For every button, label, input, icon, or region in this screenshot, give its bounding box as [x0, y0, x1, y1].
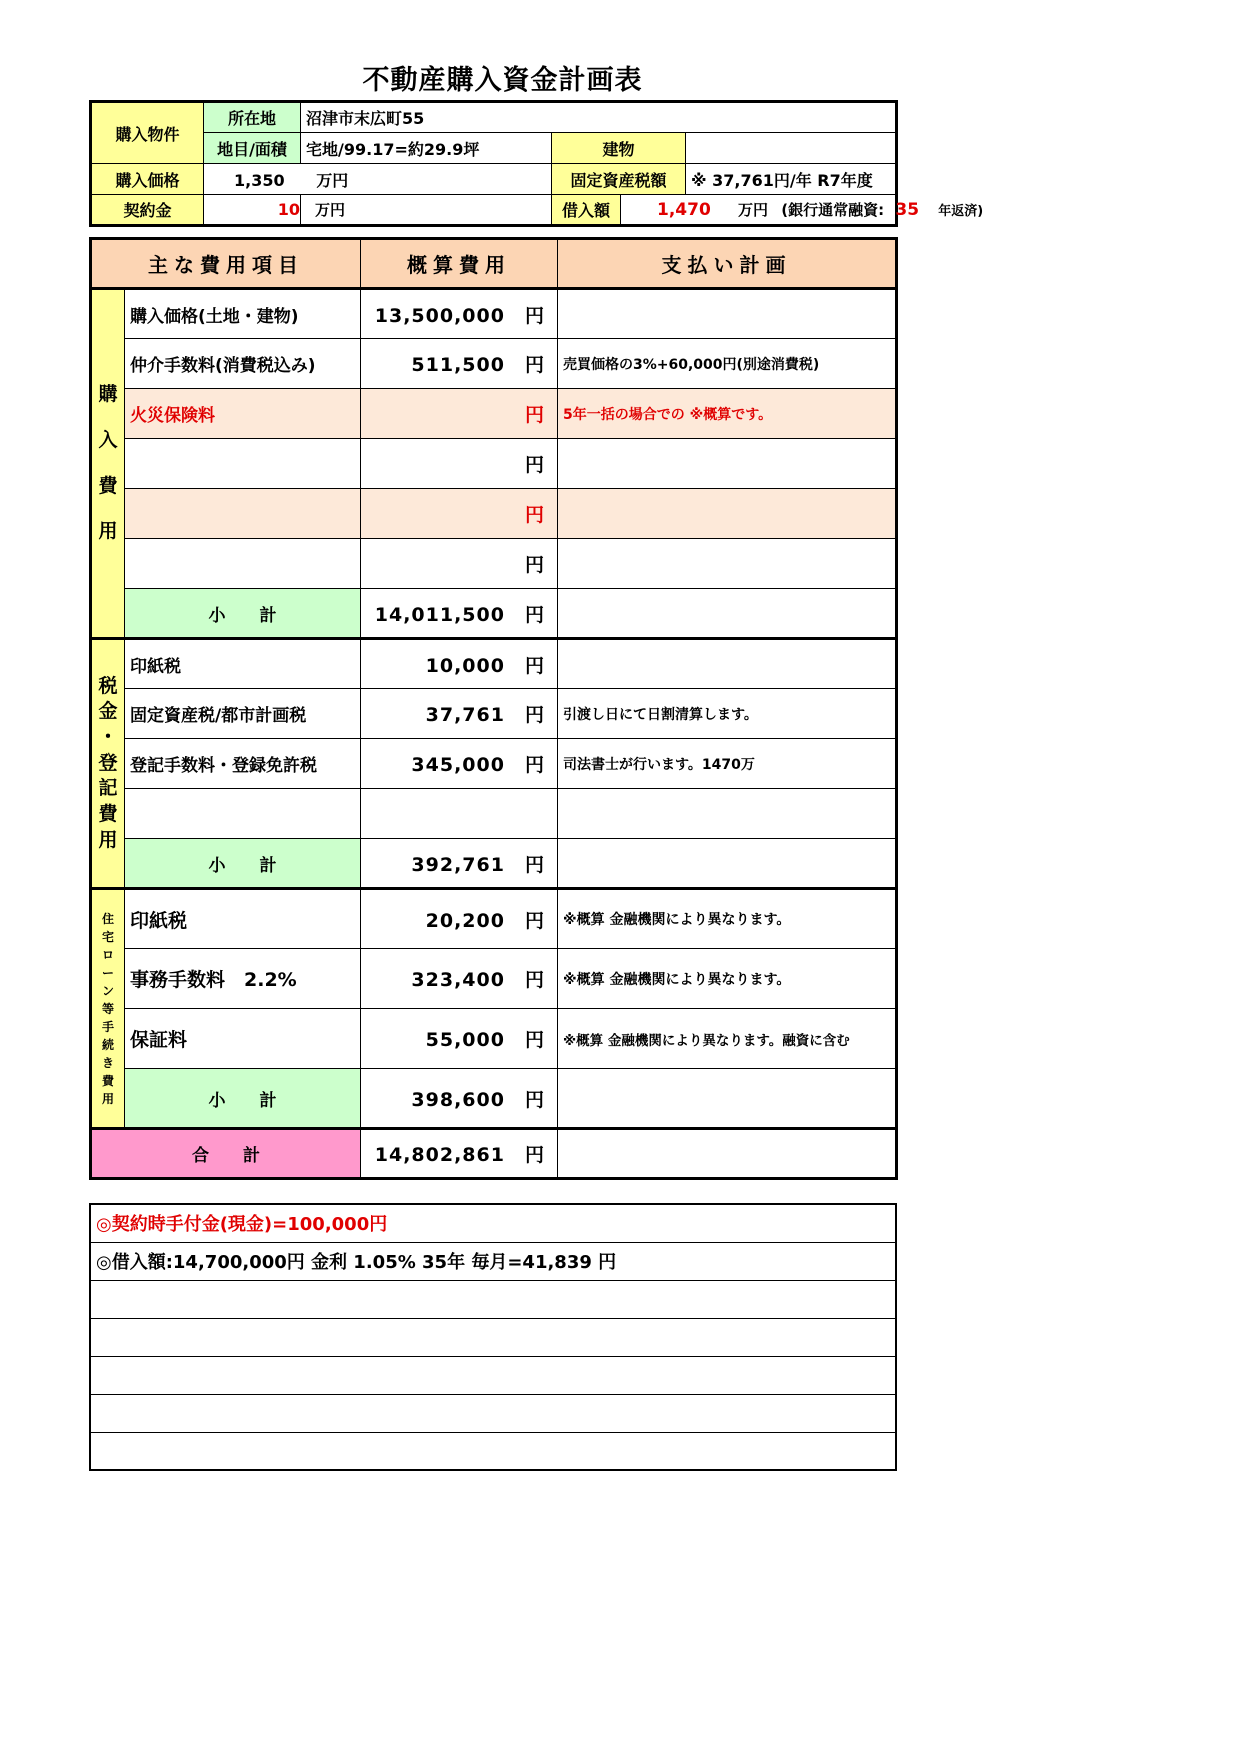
- loan-years: 35: [895, 200, 920, 220]
- item-name: 保証料: [125, 1009, 361, 1069]
- notes-table: [89, 1203, 897, 1471]
- tax-section-label: 税 金 ・ 登 記 費 用: [91, 639, 125, 889]
- plan-cell: 司法書士が行います。1470万: [558, 739, 897, 789]
- item-name: [125, 539, 361, 589]
- item-name: 仲介手数料(消費税込み): [125, 339, 361, 389]
- land-value: 宅地/99.17=約29.9坪: [301, 133, 552, 164]
- tax-label: 固定資産税額: [552, 164, 686, 195]
- subtotal-label: 小 計: [125, 589, 361, 639]
- amount-cell: 37,761 円: [361, 689, 558, 739]
- item-name: [125, 439, 361, 489]
- cost-table: [89, 237, 898, 1180]
- subtotal-row: [91, 1069, 897, 1129]
- item-name: 火災保険料: [125, 389, 361, 439]
- table-row: [91, 389, 897, 439]
- item-name: 印紙税: [125, 639, 361, 689]
- plan-cell: 引渡し日にて日割清算します。: [558, 689, 897, 739]
- location-value: 沼津市末広町55: [301, 102, 897, 133]
- plan-cell: [558, 539, 897, 589]
- note-line: ◎借入額:14,700,000円 金利 1.05% 35年 毎月=41,839 円: [90, 1242, 896, 1280]
- table-row: [91, 1009, 897, 1069]
- loan-note-prefix: (銀行通常融資:: [781, 201, 885, 219]
- amount-cell: 円: [361, 439, 558, 489]
- subtotal-label: 小 計: [125, 1069, 361, 1129]
- price-value: 1,350: [234, 170, 285, 190]
- amount-cell: 円: [361, 489, 558, 539]
- note-line: [90, 1432, 896, 1470]
- note-line: [90, 1280, 896, 1318]
- plan-cell: [558, 289, 897, 339]
- plan-cell: [558, 489, 897, 539]
- plan-cell: [558, 1129, 897, 1179]
- land-label: 地目/面積: [204, 133, 301, 164]
- deposit-unit: 万円: [315, 201, 346, 219]
- table-row: [91, 739, 897, 789]
- amount-cell: 323,400 円: [361, 949, 558, 1009]
- price-cell: [204, 164, 552, 195]
- amount-cell: 55,000 円: [361, 1009, 558, 1069]
- note-line: [90, 1356, 896, 1394]
- item-name: 固定資産税/都市計画税: [125, 689, 361, 739]
- plan-cell: 5年一括の場合での ※概算です。: [558, 389, 897, 439]
- location-label: 所在地: [204, 102, 301, 133]
- table-row: [91, 639, 897, 689]
- deposit-value: 10: [277, 200, 300, 219]
- loan-section-label: 住 宅 ロ ー ン 等 手 続 き 費 用: [91, 889, 125, 1129]
- deposit-label: 契約金: [91, 195, 204, 226]
- table-row: [91, 289, 897, 339]
- subtotal-amount: 398,600 円: [361, 1069, 558, 1129]
- table-row: [91, 439, 897, 489]
- amount-cell: [361, 789, 558, 839]
- table-row: [91, 489, 897, 539]
- table-row: [91, 689, 897, 739]
- tax-value: ※ 37,761円/年 R7年度: [686, 164, 897, 195]
- purchase-section-label: 購 入 費 用: [91, 289, 125, 639]
- plan-cell: [558, 589, 897, 639]
- amount-cell: 20,200 円: [361, 889, 558, 949]
- column-item-header: 主な費用項目: [91, 239, 361, 289]
- amount-cell: 511,500 円: [361, 339, 558, 389]
- plan-cell: ※概算 金融機関により異なります。融資に含む: [558, 1009, 897, 1069]
- column-cost-header: 概算費用: [361, 239, 558, 289]
- item-name: 登記手数料・登録免許税: [125, 739, 361, 789]
- table-row: [91, 789, 897, 839]
- loan-note-suffix: 年返済): [938, 204, 984, 219]
- amount-cell: 円: [361, 389, 558, 439]
- amount-cell: 345,000 円: [361, 739, 558, 789]
- plan-cell: [558, 639, 897, 689]
- note-line: [90, 1318, 896, 1356]
- table-row: [91, 949, 897, 1009]
- deposit-unit-cell: [301, 195, 552, 226]
- table-row: [91, 889, 897, 949]
- subtotal-label: 小 計: [125, 839, 361, 889]
- deposit-cell: [204, 195, 301, 226]
- building-label: 建物: [552, 133, 686, 164]
- plan-cell: 売買価格の3%+60,000円(別途消費税): [558, 339, 897, 389]
- property-header-table: [89, 100, 984, 227]
- item-name: 印紙税: [125, 889, 361, 949]
- subtotal-row: [91, 839, 897, 889]
- item-name: [125, 489, 361, 539]
- table-row: [91, 539, 897, 589]
- note-line: ◎契約時手付金(現金)=100,000円: [90, 1204, 896, 1242]
- loan-label: 借入額: [552, 195, 621, 226]
- total-amount: 14,802,861 円: [361, 1129, 558, 1179]
- column-plan-header: 支払い計画: [558, 239, 897, 289]
- property-label: 購入物件: [91, 102, 204, 164]
- loan-unit: 万円: [738, 201, 769, 219]
- plan-cell: ※概算 金融機関により異なります。: [558, 889, 897, 949]
- amount-cell: 円: [361, 539, 558, 589]
- total-label: 合 計: [91, 1129, 361, 1179]
- building-value: [686, 133, 897, 164]
- plan-cell: [558, 439, 897, 489]
- item-name: 事務手数料 2.2%: [125, 949, 361, 1009]
- item-name: 購入価格(土地・建物): [125, 289, 361, 339]
- plan-cell: [558, 1069, 897, 1129]
- plan-cell: ※概算 金融機関により異なります。: [558, 949, 897, 1009]
- note-line: [90, 1394, 896, 1432]
- price-unit: 万円: [316, 170, 349, 190]
- plan-cell: [558, 839, 897, 889]
- loan-value: 1,470: [657, 200, 711, 220]
- subtotal-amount: 14,011,500 円: [361, 589, 558, 639]
- amount-cell: 10,000 円: [361, 639, 558, 689]
- table-row: [91, 339, 897, 389]
- item-name: [125, 789, 361, 839]
- amount-cell: 13,500,000 円: [361, 289, 558, 339]
- subtotal-amount: 392,761 円: [361, 839, 558, 889]
- page-title: 不動産購入資金計画表: [362, 65, 643, 96]
- total-row: [91, 1129, 897, 1179]
- loan-cell: [621, 195, 984, 226]
- plan-cell: [558, 789, 897, 839]
- subtotal-row: [91, 589, 897, 639]
- cost-table-header: [91, 239, 897, 289]
- price-label: 購入価格: [91, 164, 204, 195]
